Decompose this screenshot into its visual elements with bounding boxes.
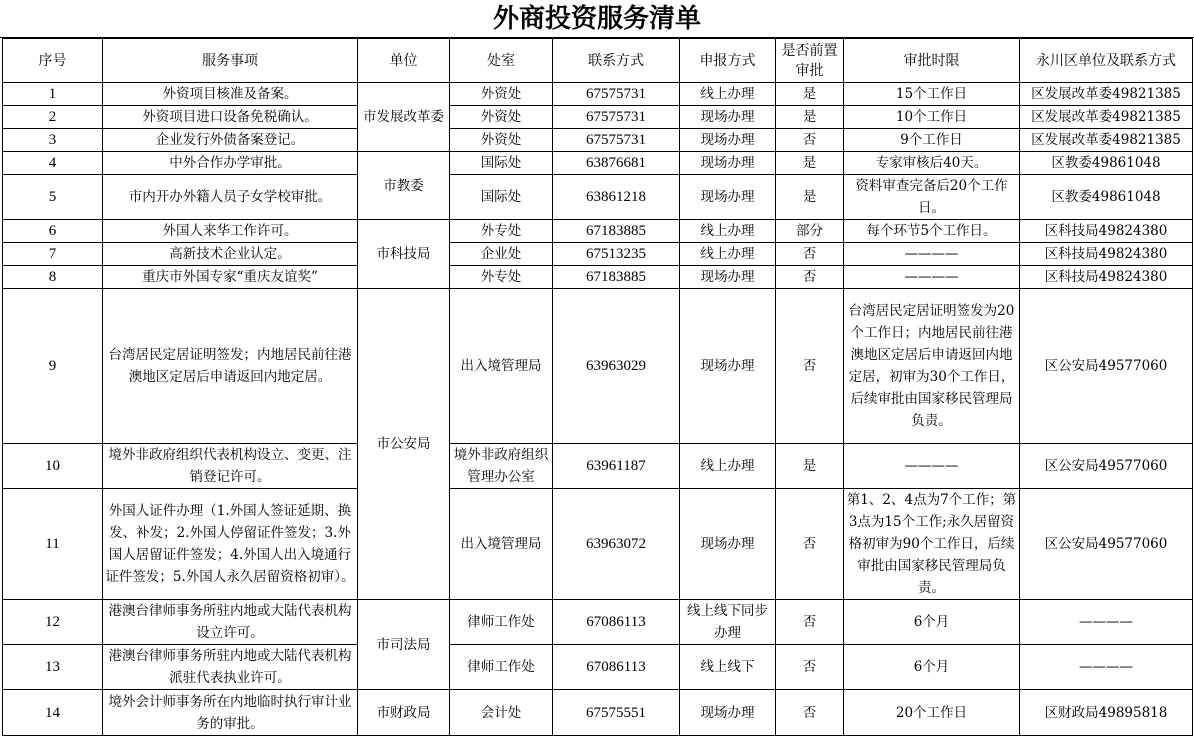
department-cell: 会计处 (450, 690, 553, 736)
row-number-cell: 8 (3, 266, 103, 289)
service-item-cell: 港澳台律师事务所驻内地或大陆代表机构派驻代表执业许可。 (103, 645, 358, 690)
time-limit-cell: 第1、2、4点为7个工作；第3点为15个工作;永久居留资格初审为90个工作日，后续审批由国家移民管理局负责。 (844, 489, 1020, 600)
pre-approval-cell: 否 (776, 690, 844, 736)
table-row (3, 129, 1193, 152)
method-cell: 现场办理 (680, 489, 776, 600)
local-contact-cell: 区公安局49577060 (1020, 444, 1193, 489)
service-item-cell: 外资项目进口设备免税确认。 (103, 106, 358, 129)
time-limit-cell: 每个环节5个工作日。 (844, 220, 1020, 243)
row-number-cell: 6 (3, 220, 103, 243)
header-row (3, 39, 1193, 83)
pre-approval-cell: 是 (776, 83, 844, 106)
row-number-cell: 12 (3, 600, 103, 645)
time-limit-cell: 6个月 (844, 645, 1020, 690)
pre-approval-cell: 否 (776, 600, 844, 645)
local-contact-cell: 区发展改革委49821385 (1020, 83, 1193, 106)
row-number-cell: 10 (3, 444, 103, 489)
row-number-cell: 1 (3, 83, 103, 106)
department-cell: 外资处 (450, 106, 553, 129)
table-row (3, 489, 1193, 600)
time-limit-cell: 专家审核后40天。 (844, 152, 1020, 175)
header-cell: 联系方式 (553, 39, 680, 83)
method-cell: 线上线下同步办理 (680, 600, 776, 645)
department-cell: 国际处 (450, 152, 553, 175)
local-contact-cell: 区科技局49824380 (1020, 220, 1193, 243)
pre-approval-cell: 部分 (776, 220, 844, 243)
service-item-cell: 外国人证件办理（1.外国人签证延期、换发、补发；2.外国人停留证件签发；3.外国人居留证件签发；4.外国人出入境通行证件签发；5.外国人永久居留资格初审）。 (103, 489, 358, 600)
table-row (3, 243, 1193, 266)
service-item-cell: 中外合作办学审批。 (103, 152, 358, 175)
header-cell: 服务事项 (103, 39, 358, 83)
phone-cell: 67575731 (553, 129, 680, 152)
pre-approval-cell: 否 (776, 243, 844, 266)
service-item-cell: 高新技术企业认定。 (103, 243, 358, 266)
department-cell: 企业处 (450, 243, 553, 266)
table-row (3, 106, 1193, 129)
local-contact-cell: 区发展改革委49821385 (1020, 106, 1193, 129)
local-contact-cell: 区财政局49895818 (1020, 690, 1193, 736)
unit-cell: 市公安局 (358, 289, 450, 600)
table-row (3, 444, 1193, 489)
method-cell: 现场办理 (680, 152, 776, 175)
local-contact-cell: 区教委49861048 (1020, 175, 1193, 220)
table-row (3, 175, 1193, 220)
method-cell: 线上办理 (680, 220, 776, 243)
header-cell: 单位 (358, 39, 450, 83)
unit-cell: 市财政局 (358, 690, 450, 736)
row-number-cell: 2 (3, 106, 103, 129)
department-cell: 境外非政府组织管理办公室 (450, 444, 553, 489)
time-limit-cell: 6个月 (844, 600, 1020, 645)
unit-cell: 市发展改革委 (358, 83, 450, 152)
unit-cell: 市科技局 (358, 220, 450, 289)
method-cell: 线上办理 (680, 444, 776, 489)
phone-cell: 63963072 (553, 489, 680, 600)
department-cell: 外专处 (450, 220, 553, 243)
pre-approval-cell: 否 (776, 289, 844, 444)
table-row (3, 152, 1193, 175)
pre-approval-cell: 是 (776, 106, 844, 129)
phone-cell: 63961187 (553, 444, 680, 489)
local-contact-cell: 区发展改革委49821385 (1020, 129, 1193, 152)
method-cell: 现场办理 (680, 690, 776, 736)
time-limit-cell: 10个工作日 (844, 106, 1020, 129)
phone-cell: 63963029 (553, 289, 680, 444)
method-cell: 线上办理 (680, 83, 776, 106)
local-contact-cell: ———— (1020, 600, 1193, 645)
phone-cell: 67513235 (553, 243, 680, 266)
pre-approval-cell: 否 (776, 645, 844, 690)
phone-cell: 63876681 (553, 152, 680, 175)
method-cell: 现场办理 (680, 129, 776, 152)
department-cell: 出入境管理局 (450, 289, 553, 444)
time-limit-cell: 资料审查完备后20个工作日。 (844, 175, 1020, 220)
pre-approval-cell: 是 (776, 175, 844, 220)
service-item-cell: 重庆市外国专家“重庆友谊奖” (103, 266, 358, 289)
local-contact-cell: ———— (1020, 645, 1193, 690)
service-item-cell: 市内开办外籍人员子女学校审批。 (103, 175, 358, 220)
table-row (3, 83, 1193, 106)
method-cell: 现场办理 (680, 289, 776, 444)
method-cell: 线上线下 (680, 645, 776, 690)
row-number-cell: 9 (3, 289, 103, 444)
service-item-cell: 外国人来华工作许可。 (103, 220, 358, 243)
table-row (3, 266, 1193, 289)
time-limit-cell: 台湾居民定居证明签发为20个工作日；内地居民前往港澳地区定居后申请返回内地定居，初审为30个工作日，后续审批由国家移民管理局负责。 (844, 289, 1020, 444)
time-limit-cell: ———— (844, 444, 1020, 489)
row-number-cell: 14 (3, 690, 103, 736)
phone-cell: 67183885 (553, 220, 680, 243)
phone-cell: 67575731 (553, 83, 680, 106)
department-cell: 外专处 (450, 266, 553, 289)
header-cell: 永川区单位及联系方式 (1020, 39, 1193, 83)
pre-approval-cell: 否 (776, 489, 844, 600)
pre-approval-cell: 否 (776, 266, 844, 289)
phone-cell: 67183885 (553, 266, 680, 289)
local-contact-cell: 区公安局49577060 (1020, 289, 1193, 444)
table-row (3, 645, 1193, 690)
table-row (3, 289, 1193, 444)
time-limit-cell: 9个工作日 (844, 129, 1020, 152)
header-cell: 审批时限 (844, 39, 1020, 83)
table-row (3, 690, 1193, 736)
method-cell: 现场办理 (680, 106, 776, 129)
local-contact-cell: 区教委49861048 (1020, 152, 1193, 175)
unit-cell: 市司法局 (358, 600, 450, 690)
row-number-cell: 11 (3, 489, 103, 600)
row-number-cell: 5 (3, 175, 103, 220)
local-contact-cell: 区科技局49824380 (1020, 243, 1193, 266)
service-item-cell: 港澳台律师事务所驻内地或大陆代表机构设立许可。 (103, 600, 358, 645)
pre-approval-cell: 否 (776, 129, 844, 152)
method-cell: 现场办理 (680, 175, 776, 220)
pre-approval-cell: 是 (776, 444, 844, 489)
department-cell: 外资处 (450, 129, 553, 152)
unit-cell: 市教委 (358, 152, 450, 220)
service-item-cell: 企业发行外债备案登记。 (103, 129, 358, 152)
service-item-cell: 境外非政府组织代表机构设立、变更、注销登记许可。 (103, 444, 358, 489)
department-cell: 律师工作处 (450, 600, 553, 645)
table-row (3, 600, 1193, 645)
method-cell: 现场办理 (680, 266, 776, 289)
service-item-cell: 境外会计师事务所在内地临时执行审计业务的审批。 (103, 690, 358, 736)
department-cell: 国际处 (450, 175, 553, 220)
table-row (3, 220, 1193, 243)
time-limit-cell: 15个工作日 (844, 83, 1020, 106)
phone-cell: 67086113 (553, 645, 680, 690)
row-number-cell: 3 (3, 129, 103, 152)
phone-cell: 67575551 (553, 690, 680, 736)
phone-cell: 67575731 (553, 106, 680, 129)
department-cell: 外资处 (450, 83, 553, 106)
phone-cell: 63861218 (553, 175, 680, 220)
header-cell: 申报方式 (680, 39, 776, 83)
row-number-cell: 7 (3, 243, 103, 266)
service-item-cell: 外资项目核准及备案。 (103, 83, 358, 106)
service-table (2, 38, 1193, 736)
local-contact-cell: 区公安局49577060 (1020, 489, 1193, 600)
method-cell: 线上办理 (680, 243, 776, 266)
header-cell: 是否前置审批 (776, 39, 844, 83)
pre-approval-cell: 是 (776, 152, 844, 175)
department-cell: 律师工作处 (450, 645, 553, 690)
time-limit-cell: ———— (844, 266, 1020, 289)
service-item-cell: 台湾居民定居证明签发；内地居民前往港澳地区定居后申请返回内地定居。 (103, 289, 358, 444)
row-number-cell: 13 (3, 645, 103, 690)
department-cell: 出入境管理局 (450, 489, 553, 600)
page-title: 外商投资服务清单 (0, 0, 1194, 38)
row-number-cell: 4 (3, 152, 103, 175)
time-limit-cell: ———— (844, 243, 1020, 266)
time-limit-cell: 20个工作日 (844, 690, 1020, 736)
header-cell: 序号 (3, 39, 103, 83)
header-cell: 处室 (450, 39, 553, 83)
phone-cell: 67086113 (553, 600, 680, 645)
local-contact-cell: 区科技局49824380 (1020, 266, 1193, 289)
